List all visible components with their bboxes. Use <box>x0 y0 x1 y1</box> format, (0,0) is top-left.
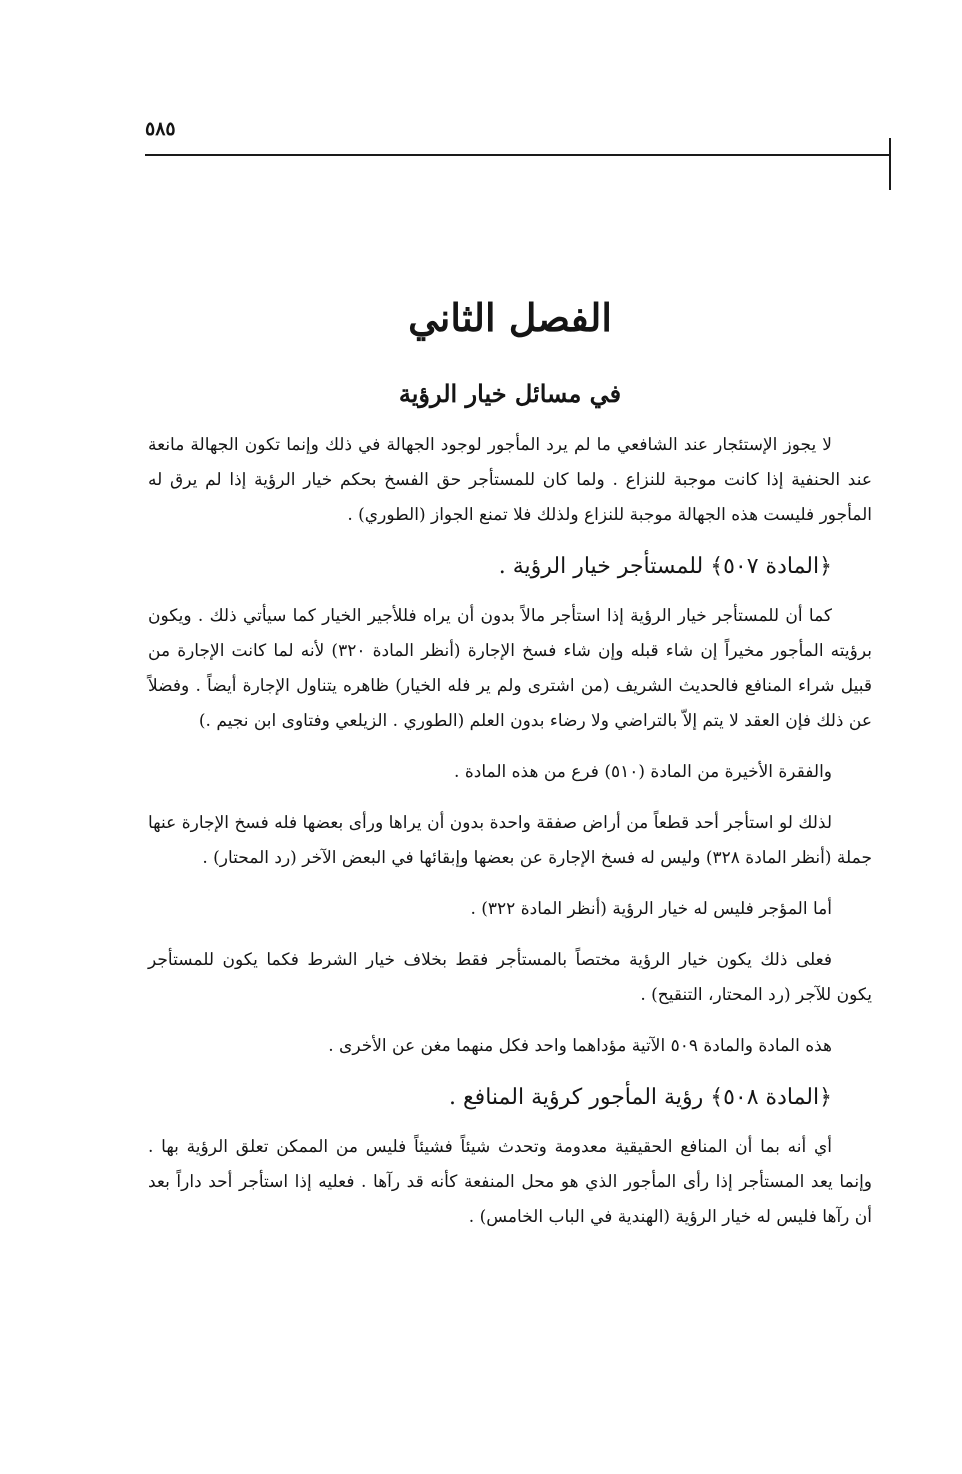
article-507-heading: ﴿المادة ٥٠٧﴾ للمستأجر خيار الرؤية . <box>498 554 832 579</box>
page-content <box>148 290 872 1235</box>
header-rule <box>145 154 891 156</box>
chapter-title: الفصل الثاني <box>408 295 612 340</box>
paragraph-5: فعلى ذلك يكون خيار الرؤية مختصاً بالمستأجر فقط بخلاف خيار الشرط فكما يكون للمستأجر يكون للآجر (رد المحتار، التنقيح) . <box>148 950 872 1005</box>
intro-paragraph: لا يجوز الإستئجار عند الشافعي ما لم يرد المأجور لوجود الجهالة في ذلك وإنما تكون الجهالة مانعة عند الحنفية إذا كانت موجبة للنزاع . ولما كان للمستأجر حق الفسخ بحكم خيار الرؤية إذا لم يرق له المأجور فليست هذه الجهالة موجبة للنزاع ولذلك فلا تمنع الجواز (الطوري) . <box>148 435 872 525</box>
article-508-heading: ﴿المادة ٥٠٨﴾ رؤية المأجور كرؤية المنافع . <box>448 1085 832 1110</box>
paragraph-1: كما أن للمستأجر خيار الرؤية إذا استأجر مالاً بدون أن يراه فللأجير الخيار كما سيأتي ذلك . ويكون برؤيته المأجور مخيراً إن شاء قبله وإن شاء فسخ الإجارة (أنظر المادة ٣٢٠) لأنه لما كانت الإجارة من قبيل شراء المنافع فالحديث الشريف (من اشترى ولم ير فله الخيار) ظاهره يتناول الإجارة أيضاً . وفضلاً عن ذلك فإن العقد لا يتم إلاّ بالتراضي ولا رضاء بدون العلم (الطوري . الزيلعي وفتاوى ابن نجيم .) <box>148 606 872 731</box>
paragraph-2: والفقرة الأخيرة من المادة (٥١٠) فرع من هذه المادة . <box>454 762 832 782</box>
paragraph-7: أي أنه بما أن المنافع الحقيقية معدومة وتحدث شيئاً فشيئاً فليس من الممكن تعلق الرؤية بها . وإنما يعد المستأجر إذا رأى المأجور الذي هو محل المنفعة كأنه قد رآها . فعليه إذا استأجر أحد داراً بعد أن رآها فليس له خيار الرؤية (الهندية في الباب الخامس) . <box>148 1137 872 1227</box>
paragraph-6: هذه المادة والمادة ٥٠٩ الآتية مؤداهما واحد فكل منهما مغن عن الأخرى . <box>328 1036 832 1056</box>
paragraph-4: أما المؤجر فليس له خيار الرؤية (أنظر المادة ٣٢٢) . <box>470 899 832 919</box>
chapter-subtitle: في مسائل خيار الرؤية <box>398 379 622 408</box>
page-number: ٥٨٥ <box>145 118 176 140</box>
header-rule-tick <box>889 138 891 190</box>
paragraph-3: لذلك لو استأجر أحد قطعاً من أراض صفقة واحدة بدون أن يراها ورأى بعضها فله فسخ الإجارة عنها جملة (أنظر المادة ٣٢٨) وليس له فسخ الإجارة عن بعضها وإبقائها في البعض الآخر (رد المحتار) . <box>148 813 872 868</box>
